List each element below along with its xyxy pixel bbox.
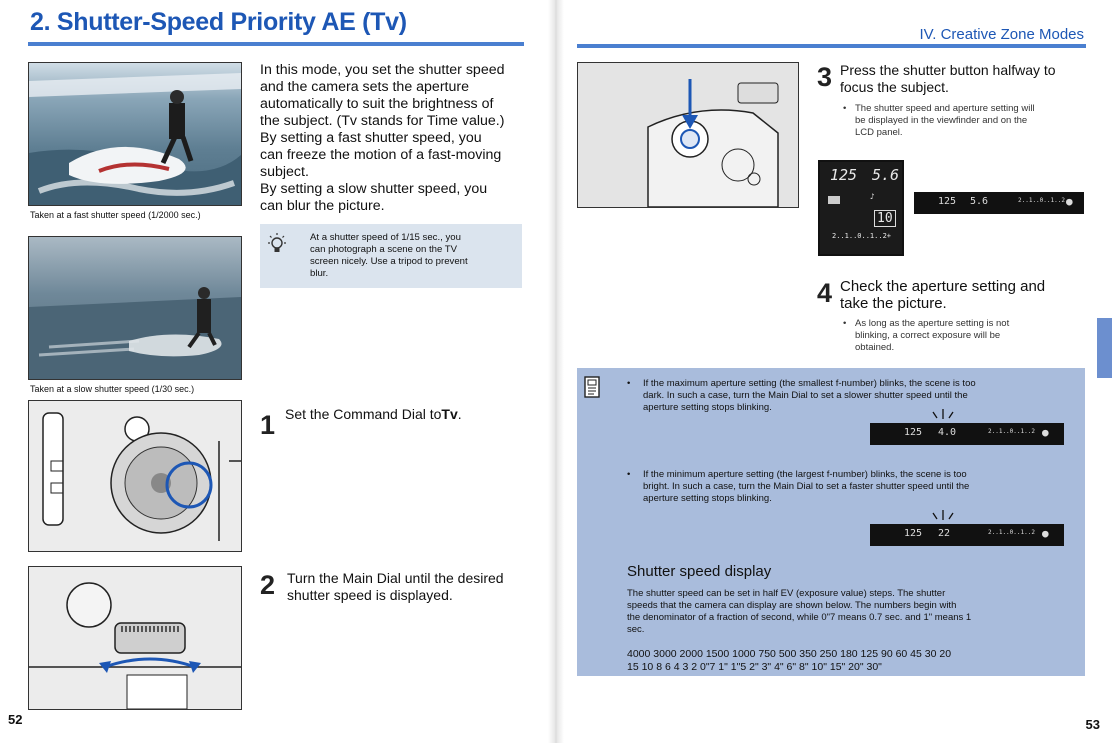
main-dial-drawing xyxy=(29,567,241,709)
section-title: IV. Creative Zone Modes xyxy=(919,26,1084,43)
lcd-panel xyxy=(818,160,904,256)
book-spine xyxy=(548,0,564,743)
step-3-bullet-line: The shutter speed and aperture setting will xyxy=(855,103,1035,114)
intro-line: the subject. (Tv stands for Time value.) xyxy=(260,113,505,129)
shutter-display-heading: Shutter speed display xyxy=(627,563,772,580)
shutter-display-paragraph xyxy=(627,588,1073,636)
step-1-number: 1 xyxy=(260,410,276,440)
note-dark-line: aperture setting stops blinking. xyxy=(643,402,772,413)
step-3-bullet-line: LCD panel. xyxy=(855,127,903,138)
intro-line: By setting a slow shutter speed, you xyxy=(260,181,488,197)
tip-text xyxy=(310,232,516,280)
tip-line: screen nicely. Use a tripod to prevent xyxy=(310,256,468,267)
note-dark-line: If the maximum aperture setting (the smallest f-number) blinks, the scene is too xyxy=(643,378,976,389)
step-1-text-main: Set the Command Dial to xyxy=(285,406,442,422)
blink-indicator-icon xyxy=(926,510,960,524)
tip-line: blur. xyxy=(310,268,329,279)
step-1-mode-tv: Tv xyxy=(441,406,458,422)
blink-indicator-icon xyxy=(926,409,960,423)
vf-dark-aperture: 4.0 xyxy=(938,427,957,438)
focus-dot-icon: ● xyxy=(1066,195,1073,208)
tip-box xyxy=(260,224,522,288)
note-bright-scene xyxy=(627,469,1073,505)
battery-icon xyxy=(828,196,840,204)
focus-dot-icon: ● xyxy=(1042,426,1049,439)
note-dark-line: dark. In such a case, turn the Main Dial to set a slower shutter speed until the xyxy=(643,390,968,401)
bullet-dot-icon: • xyxy=(627,378,631,389)
intro-line: can blur the picture. xyxy=(260,198,385,214)
step-1-period: . xyxy=(457,406,462,422)
shutter-button-drawing xyxy=(578,63,798,207)
tip-line: can photograph a scene on the TV xyxy=(310,244,458,255)
beep-icon: ♪ xyxy=(870,192,875,201)
step-3-bullet xyxy=(843,103,1086,139)
chapter-tab xyxy=(1097,318,1112,378)
step-3-bullet-line: be displayed in the viewfinder and on the xyxy=(855,115,1028,126)
intro-paragraph xyxy=(260,62,522,215)
lcd-exposure-scale: 2..1..0..1..2+ xyxy=(832,232,892,240)
step-4-bullet xyxy=(843,318,1086,354)
shutter-speeds-row-1: 4000 3000 2000 1500 1000 750 500 350 250 180 125 90 60 45 30 20 xyxy=(627,648,952,660)
intro-line: subject. xyxy=(260,164,309,180)
note-bright-line: aperture setting stops blinking. xyxy=(643,493,772,504)
illustration-command-dial xyxy=(28,400,242,552)
step-4-number: 4 xyxy=(817,278,833,308)
vf-bright-shutter: 125 xyxy=(904,528,923,539)
step-2-number: 2 xyxy=(260,570,276,600)
note-bright-line: If the minimum aperture setting (the largest f-number) blinks, the scene is too xyxy=(643,469,967,480)
jetski-frozen-image xyxy=(29,63,241,205)
vf-exposure-scale: 2..1..0..1..2 xyxy=(1018,197,1065,204)
display-line: The shutter speed can be set in half EV (exposure value) steps. The shutter xyxy=(627,588,946,599)
note-dark-scene xyxy=(627,378,1073,414)
intro-line: In this mode, you set the shutter speed xyxy=(260,62,505,78)
bullet-dot-icon: • xyxy=(843,103,847,114)
shutter-speeds-row-2: 15 10 8 6 4 3 2 0"7 1" 1"5 2" 3" 4" 6" 8" 10" 15" 20" 30" xyxy=(627,661,882,673)
intro-line: automatically to suit the brightness of xyxy=(260,96,494,112)
vf-bright-scale: 2..1..0..1..2 xyxy=(988,529,1035,536)
memo-note-icon xyxy=(584,376,600,398)
display-line: sec. xyxy=(627,624,645,635)
vf-bright-aperture: 22 xyxy=(938,528,951,539)
step-2-text xyxy=(287,570,527,604)
jetski-blurred-image xyxy=(29,237,241,379)
step-3-line: focus the subject. xyxy=(840,79,949,95)
intro-line: By setting a fast shutter speed, you xyxy=(260,130,482,146)
lcd-aperture-value: 5.6 xyxy=(872,166,900,184)
display-line: speeds that the camera can display are shown below. The numbers begin with xyxy=(627,600,957,611)
note-bright-line: bright. In such a case, turn the Main Dial to set a faster shutter speed until the xyxy=(643,481,970,492)
lcd-shutter-value: 125 xyxy=(830,166,858,184)
illustration-main-dial xyxy=(28,566,242,710)
tip-line: At a shutter speed of 1/15 sec., you xyxy=(310,232,461,243)
title-rule xyxy=(28,42,524,46)
viewfinder-dark-display xyxy=(870,423,1064,445)
bullet-dot-icon: • xyxy=(843,318,847,329)
section-rule xyxy=(577,44,1086,48)
page-number-right: 53 xyxy=(1085,717,1100,732)
step-4-line: take the picture. xyxy=(840,295,947,312)
vf-shutter-value: 125 xyxy=(938,196,957,207)
step-1-text xyxy=(285,406,462,423)
photo-slow-caption: Taken at a slow shutter speed (1/30 sec.) xyxy=(30,384,195,394)
page-title: 2. Shutter-Speed Priority AE (Tv) xyxy=(30,8,407,36)
step-2-line: Turn the Main Dial until the desired xyxy=(287,570,504,586)
photo-fast-caption: Taken at a fast shutter speed (1/2000 sec.) xyxy=(30,210,201,220)
intro-line: and the camera sets the aperture xyxy=(260,79,469,95)
display-line: the denominator of a fraction of second, while 0"7 means 0.7 sec. and 1" means 1 xyxy=(627,612,972,623)
photo-slow-shutter xyxy=(28,236,242,380)
photo-fast-shutter xyxy=(28,62,242,206)
vf-dark-shutter: 125 xyxy=(904,427,923,438)
step-4-line: Check the aperture setting and xyxy=(840,278,1046,295)
step-4-text xyxy=(840,278,1086,312)
vf-dark-scale: 2..1..0..1..2 xyxy=(988,428,1035,435)
step-4-bullet-line: blinking, a correct exposure will be xyxy=(855,330,1001,341)
step-3-text xyxy=(840,62,1086,96)
step-3-line: Press the shutter button halfway to xyxy=(840,62,1056,78)
command-dial-drawing xyxy=(29,401,241,551)
lcd-sub-value: 10 xyxy=(874,210,896,227)
step-2-line: shutter speed is displayed. xyxy=(287,587,453,603)
step-4-bullet-line: obtained. xyxy=(855,342,895,353)
lightbulb-icon xyxy=(266,232,288,256)
intro-line: can freeze the motion of a fast-moving xyxy=(260,147,502,163)
focus-dot-icon: ● xyxy=(1042,527,1049,540)
page-number-left: 52 xyxy=(8,712,23,727)
step-3-number: 3 xyxy=(817,62,833,92)
step-4-bullet-line: As long as the aperture setting is not xyxy=(855,318,1010,329)
vf-aperture-value: 5.6 xyxy=(970,196,989,207)
bullet-dot-icon: • xyxy=(627,469,631,480)
viewfinder-bright-display xyxy=(870,524,1064,546)
viewfinder-display xyxy=(914,192,1084,214)
illustration-shutter-button xyxy=(577,62,799,208)
